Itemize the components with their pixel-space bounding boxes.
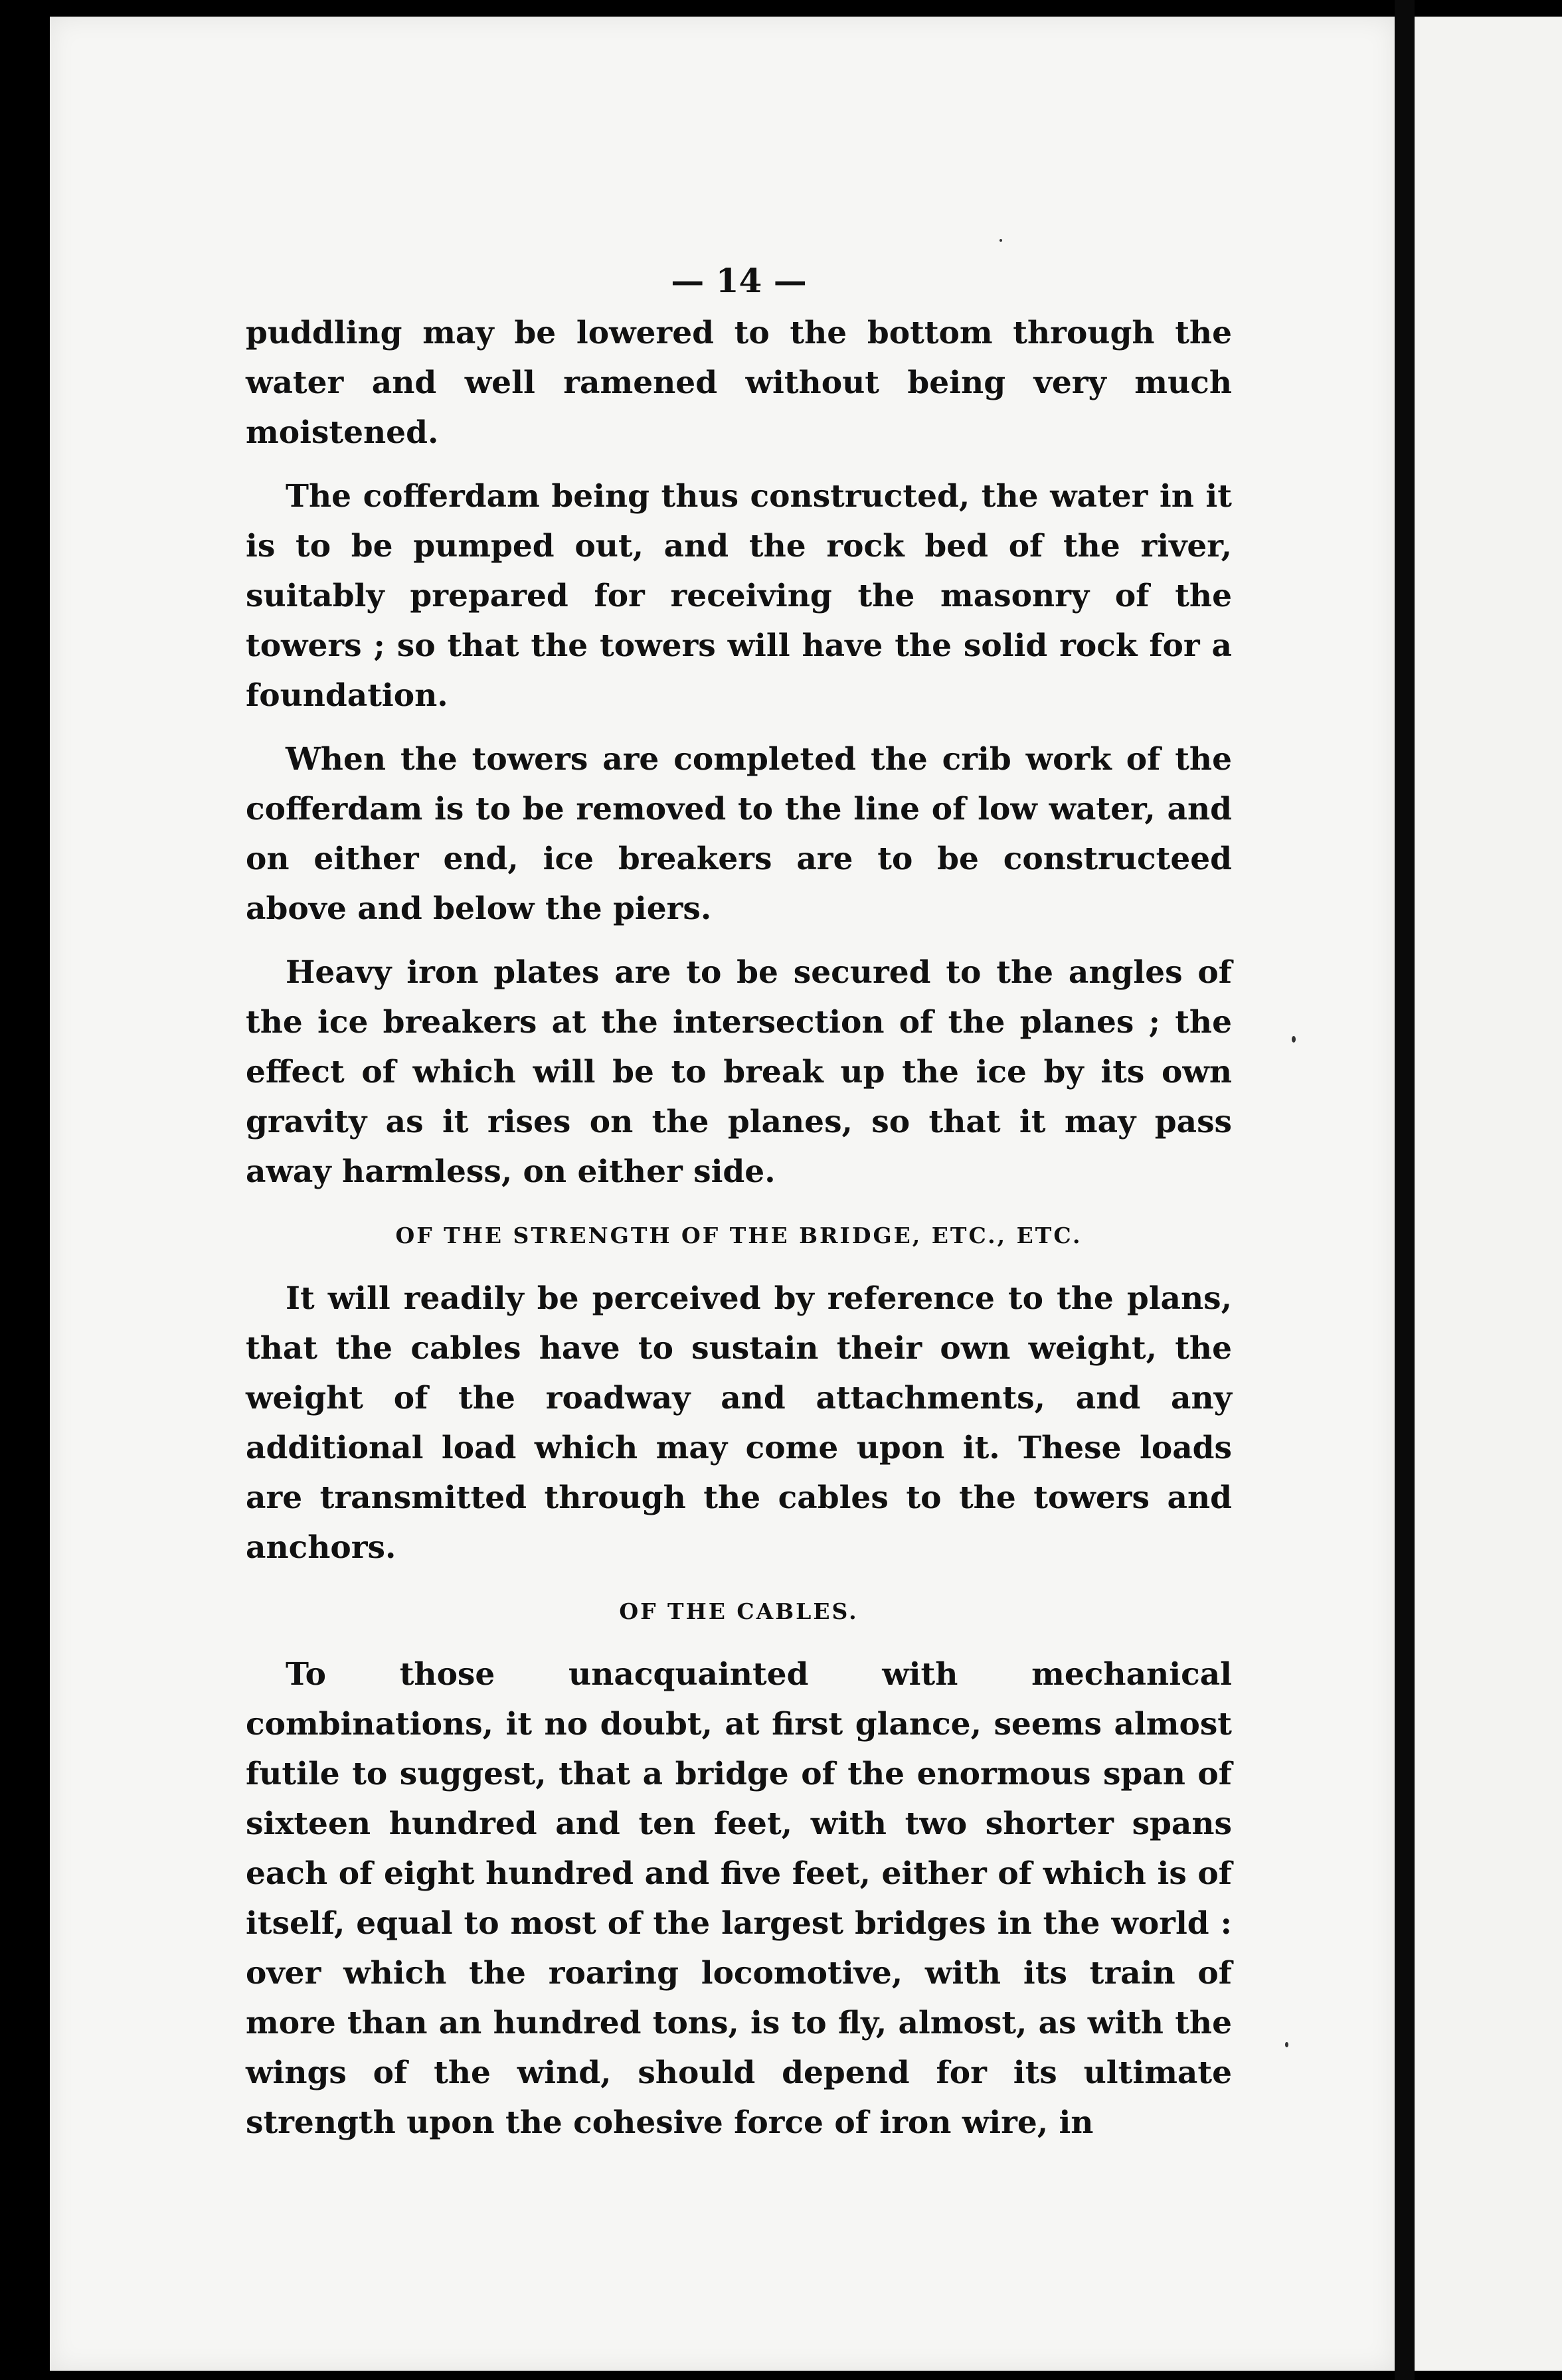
page-text [246,256,1232,2162]
paragraph-iron-plates: Heavy iron plates are to be secured to the angles of the ice breakers at the intersection of the planes ; the effect of which will be to break up the ice by its own gravity as it rises on the planes, so that it may pass away harmless, on either side. [246,954,1232,1190]
scan-speck [1292,1036,1296,1043]
paragraph-towers: When the towers are completed the crib work of the cofferdam is to be removed to the line of low water, and on either end, ice breakers are to be constructeed above and below the piers. [246,741,1232,927]
paragraph-continuation: puddling may be lowered to the bottom through the water and well ramened without being very much moistened. [246,315,1232,451]
paragraph-cables: To those unacquainted with mechanical combinations, it no doubt, at first glance, seems almost futile to suggest, that a bridge of the enormous span of sixteen hundred and ten feet, with two shorter spans each of eight hundred and five feet, either of which is of itself, equal to most of the largest bridges in the world : over which the roaring locomotive, with its train of more than an hundred tons, is to fly, almost, as with the wings of the wind, should depend for its ultimate strength upon the cohesive force of iron wire, in [246,1656,1232,2141]
scan-speck [1285,2042,1288,2047]
section-heading-cables: OF THE CABLES. [619,1598,859,1624]
facing-page-edge [1415,17,1562,2371]
scan-speck [999,239,1002,242]
page-gutter [1395,0,1415,2380]
paragraph-strength: It will readily be perceived by reference to the plans, that the cables have to sustain their own weight, the weight of the roadway and attachments, and any additional load which may come upon it. These loads are transmitted through the cables to the towers and anchors. [246,1280,1232,1566]
section-heading-strength: OF THE STRENGTH OF THE BRIDGE, ETC., ETC. [395,1223,1083,1248]
page-number: — 14 — [671,261,807,300]
paragraph-cofferdam: The cofferdam being thus constructed, the water in it is to be pumped out, and the rock bed of the river, suitably prepared for receiving the masonry of the towers ; so that the towers will have the solid rock for a foundation. [246,478,1232,714]
